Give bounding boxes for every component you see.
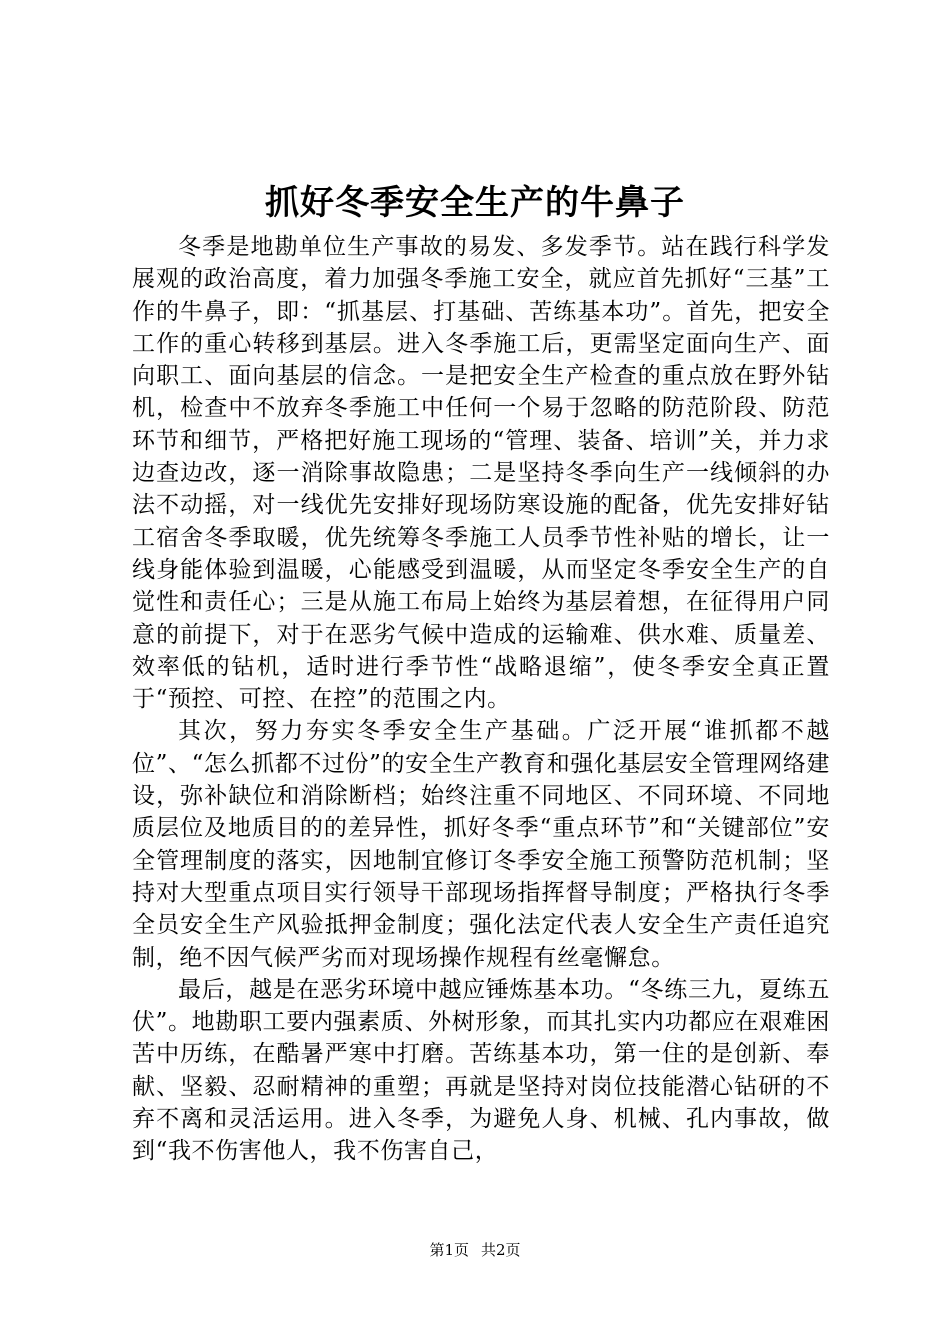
paragraph-1: 冬季是地勘单位生产事故的易发、多发季节。站在践行科学发展观的政治高度，着力加强冬季施工安全，就应首先抓好“三基”工作的牛鼻子，即：“抓基层、打基础、苦练基本功”。首先，把安全工作的重心转移到基层。进入冬季施工后，更需坚定面向生产、面向职工、面向基层的信念。一是把安全生产检查的重点放在野外钻机，检查中不放弃冬季施工中任何一个易于忽略的防范阶段、防范环节和细节，严格把好施工现场的“管理、装备、培训”关，并力求边查边改，逐一消除事故隐患；二是坚持冬季向生产一线倾斜的办法不动摇，对一线优先安排好现场防寒设施的配备，优先安排好钻工宿舍冬季取暖，优先统筹冬季施工人员季节性补贴的增长，让一线身能体验到温暖，心能感受到温暖，从而坚定冬季安全生产的自觉性和责任心；三是从施工布局上始终为基层着想，在征得用户同意的前提下，对于在恶劣气候中造成的运输难、供水难、质量差、效率低的钻机，适时进行季节性“战略退缩”，使冬季安全真正置于“预控、可控、在控”的范围之内。: [132, 234, 830, 713]
paragraph-2: 其次，努力夯实冬季安全生产基础。广泛开展“谁抓都不越位”、“怎么抓都不过份”的安全生产教育和强化基层安全管理网络建设，弥补缺位和消除断档；始终注重不同地区、不同环境、不同地质层位及地质目的的差异性，抓好冬季“重点环节”和“关键部位”安全管理制度的落实，因地制宜修订冬季安全施工预警防范机制；坚持对大型重点项目实行领导干部现场指挥督导制度；严格执行冬季全员安全生产风验抵押金制度；强化法定代表人安全生产责任追究制，绝不因气候严劣而对现场操作规程有丝毫懈怠。: [132, 718, 830, 971]
document-title: 抓好冬季安全生产的牛鼻子: [265, 183, 685, 223]
page-number-total: 共2页: [481, 1241, 521, 1259]
paragraph-3: 最后，越是在恶劣环境中越应锤炼基本功。“冬练三九，夏练五伏”。地勘职工要内强素质、外树形象，而其扎实内功都应在艰难困苦中历练，在酷暑严寒中打磨。苦练基本功，第一住的是创新、奉献、坚毅、忍耐精神的重塑；再就是坚持对岗位技能潜心钻研的不弃不离和灵活运用。进入冬季，为避免人身、机械、孔内事故，做到“我不伤害他人，我不伤害自己，: [132, 976, 830, 1165]
page-footer: [0, 1239, 950, 1261]
page-number-current: 第1页: [429, 1241, 469, 1259]
document-body: [132, 231, 830, 1168]
